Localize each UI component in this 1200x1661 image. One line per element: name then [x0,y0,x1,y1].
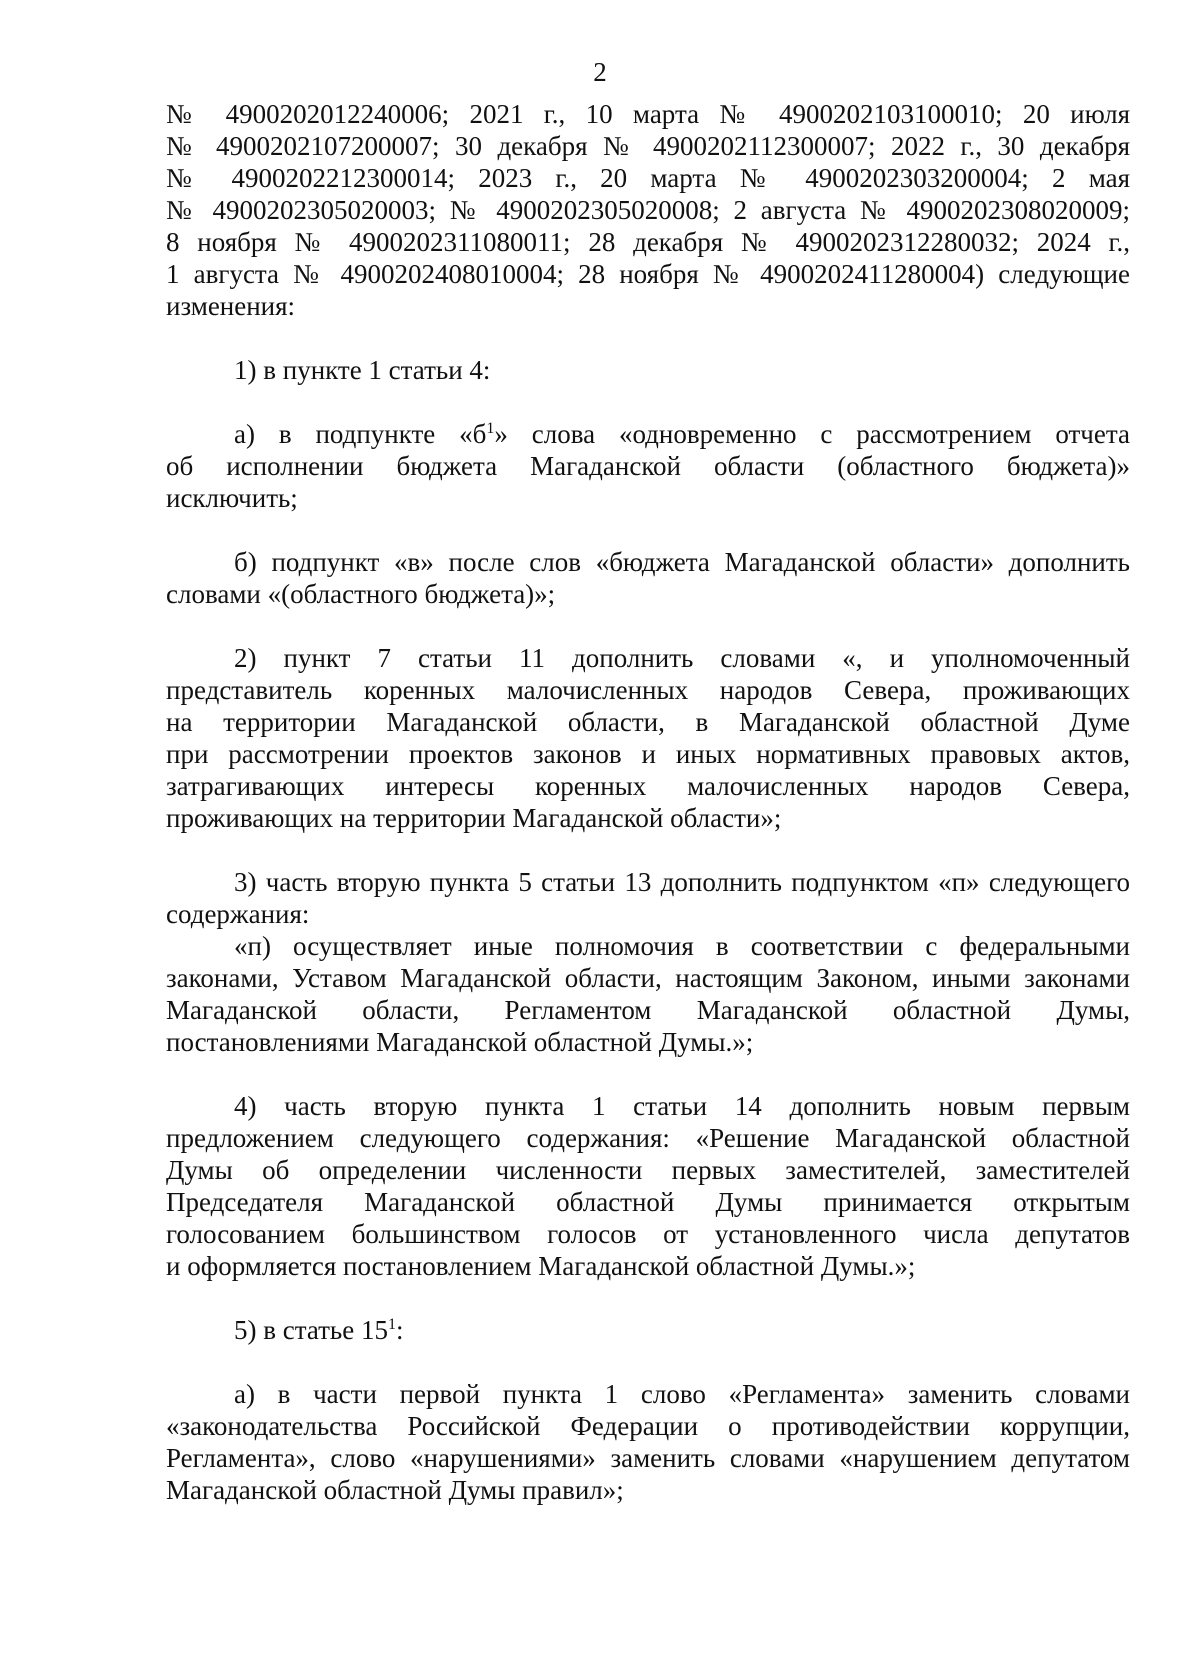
intro-line: 1 августа № 4900202408010004; 28 ноября № 4900202411280004) следующие [166,259,1130,289]
item-1a-line: об исполнении бюджета Магаданской области (областного бюджета)» [166,451,1130,481]
item-1a-paragraph [166,418,1130,514]
item-2-line: на территории Магаданской области, в Магаданской областной Думе [166,707,1130,737]
intro-line: № 4900202305020003; № 4900202305020008; 2 августа № 4900202308020009; [166,195,1130,225]
item-3-line: 3) часть вторую пункта 5 статьи 13 дополнить подпунктом «п» следующего [234,867,1130,897]
item-5a-line: «законодательства Российской Федерации о противодействии коррупции, [166,1411,1130,1441]
item-1b-paragraph [166,546,1130,610]
item-2-line: при рассмотрении проектов законов и иных нормативных правовых актов, [166,739,1130,769]
item-4-line: предложением следующего содержания: «Решение Магаданской областной [166,1123,1130,1153]
item-4-line: и оформляется постановлением Магаданской областной Думы.»; [166,1251,916,1281]
item-5a-line: Регламента», слово «нарушениями» заменить словами «нарушением депутатом [166,1443,1130,1473]
item-3p-line: Магаданской области, Регламентом Магаданской областной Думы, [166,995,1130,1025]
item-1a-line: исключить; [166,483,298,513]
item-4-line: голосованием большинством голосов от установленного числа депутатов [166,1219,1130,1249]
item-1a-post: » слова «одновременно с рассмотрением отчета [494,419,1130,449]
intro-line: изменения: [166,291,296,321]
item-5-post: : [395,1315,404,1345]
item-2-line: затрагивающих интересы коренных малочисленных народов Севера, [166,771,1130,801]
item-3p-paragraph [166,930,1130,1058]
item-1-text: 1) в пункте 1 статьи 4: [234,355,491,385]
item-5-paragraph [166,1314,1130,1346]
item-5a-paragraph [166,1378,1130,1506]
intro-line: № 4900202212300014; 2023 г., 20 марта № 4900202303200004; 2 мая [166,163,1130,193]
page-number: 2 [593,57,607,87]
item-2-line: представитель коренных малочисленных народов Севера, проживающих [166,675,1130,705]
item-2-line: 2) пункт 7 статьи 11 дополнить словами «, и уполномоченный [234,643,1130,673]
item-3p-line: «п) осуществляет иные полномочия в соответствии с федеральными [234,931,1130,961]
item-5a-line: а) в части первой пункта 1 слово «Регламента» заменить словами [234,1379,1130,1409]
item-4-line: Думы об определении численности первых заместителей, заместителей [166,1155,1130,1185]
item-3p-line: постановлениями Магаданской областной Думы.»; [166,1027,754,1057]
item-1a-first-line [166,418,1130,450]
superscript: 1 [486,420,495,437]
item-3p-line: законами, Уставом Магаданской области, настоящим Законом, иными законами [166,963,1130,993]
intro-line: № 4900202012240006; 2021 г., 10 марта № 4900202103100010; 20 июля [166,99,1130,129]
item-3-line: содержания: [166,899,310,929]
item-2-paragraph [166,642,1130,834]
document-body [166,98,1130,1506]
item-3-paragraph [166,866,1130,930]
intro-line: № 4900202107200007; 30 декабря № 4900202112300007; 2022 г., 30 декабря [166,131,1130,161]
item-1a-pre: а) в подпункте «б [234,419,487,449]
item-4-paragraph [166,1090,1130,1282]
intro-line: 8 ноября № 4900202311080011; 28 декабря № 4900202312280032; 2024 г., [166,227,1130,257]
item-1b-line: словами «(областного бюджета)»; [166,579,556,609]
item-5-text [166,1314,1130,1346]
item-5a-line: Магаданской областной Думы правил»; [166,1475,624,1505]
item-4-line: 4) часть вторую пункта 1 статьи 14 дополнить новым первым [234,1091,1130,1121]
item-1b-line: б) подпункт «в» после слов «бюджета Магаданской области» дополнить [234,547,1130,577]
item-2-line: проживающих на территории Магаданской области»; [166,803,782,833]
superscript: 1 [387,1316,396,1333]
item-5-pre: 5) в статье 15 [234,1315,388,1345]
intro-paragraph [166,98,1130,322]
item-1-paragraph [166,354,1130,386]
item-4-line: Председателя Магаданской областной Думы принимается открытым [166,1187,1130,1217]
